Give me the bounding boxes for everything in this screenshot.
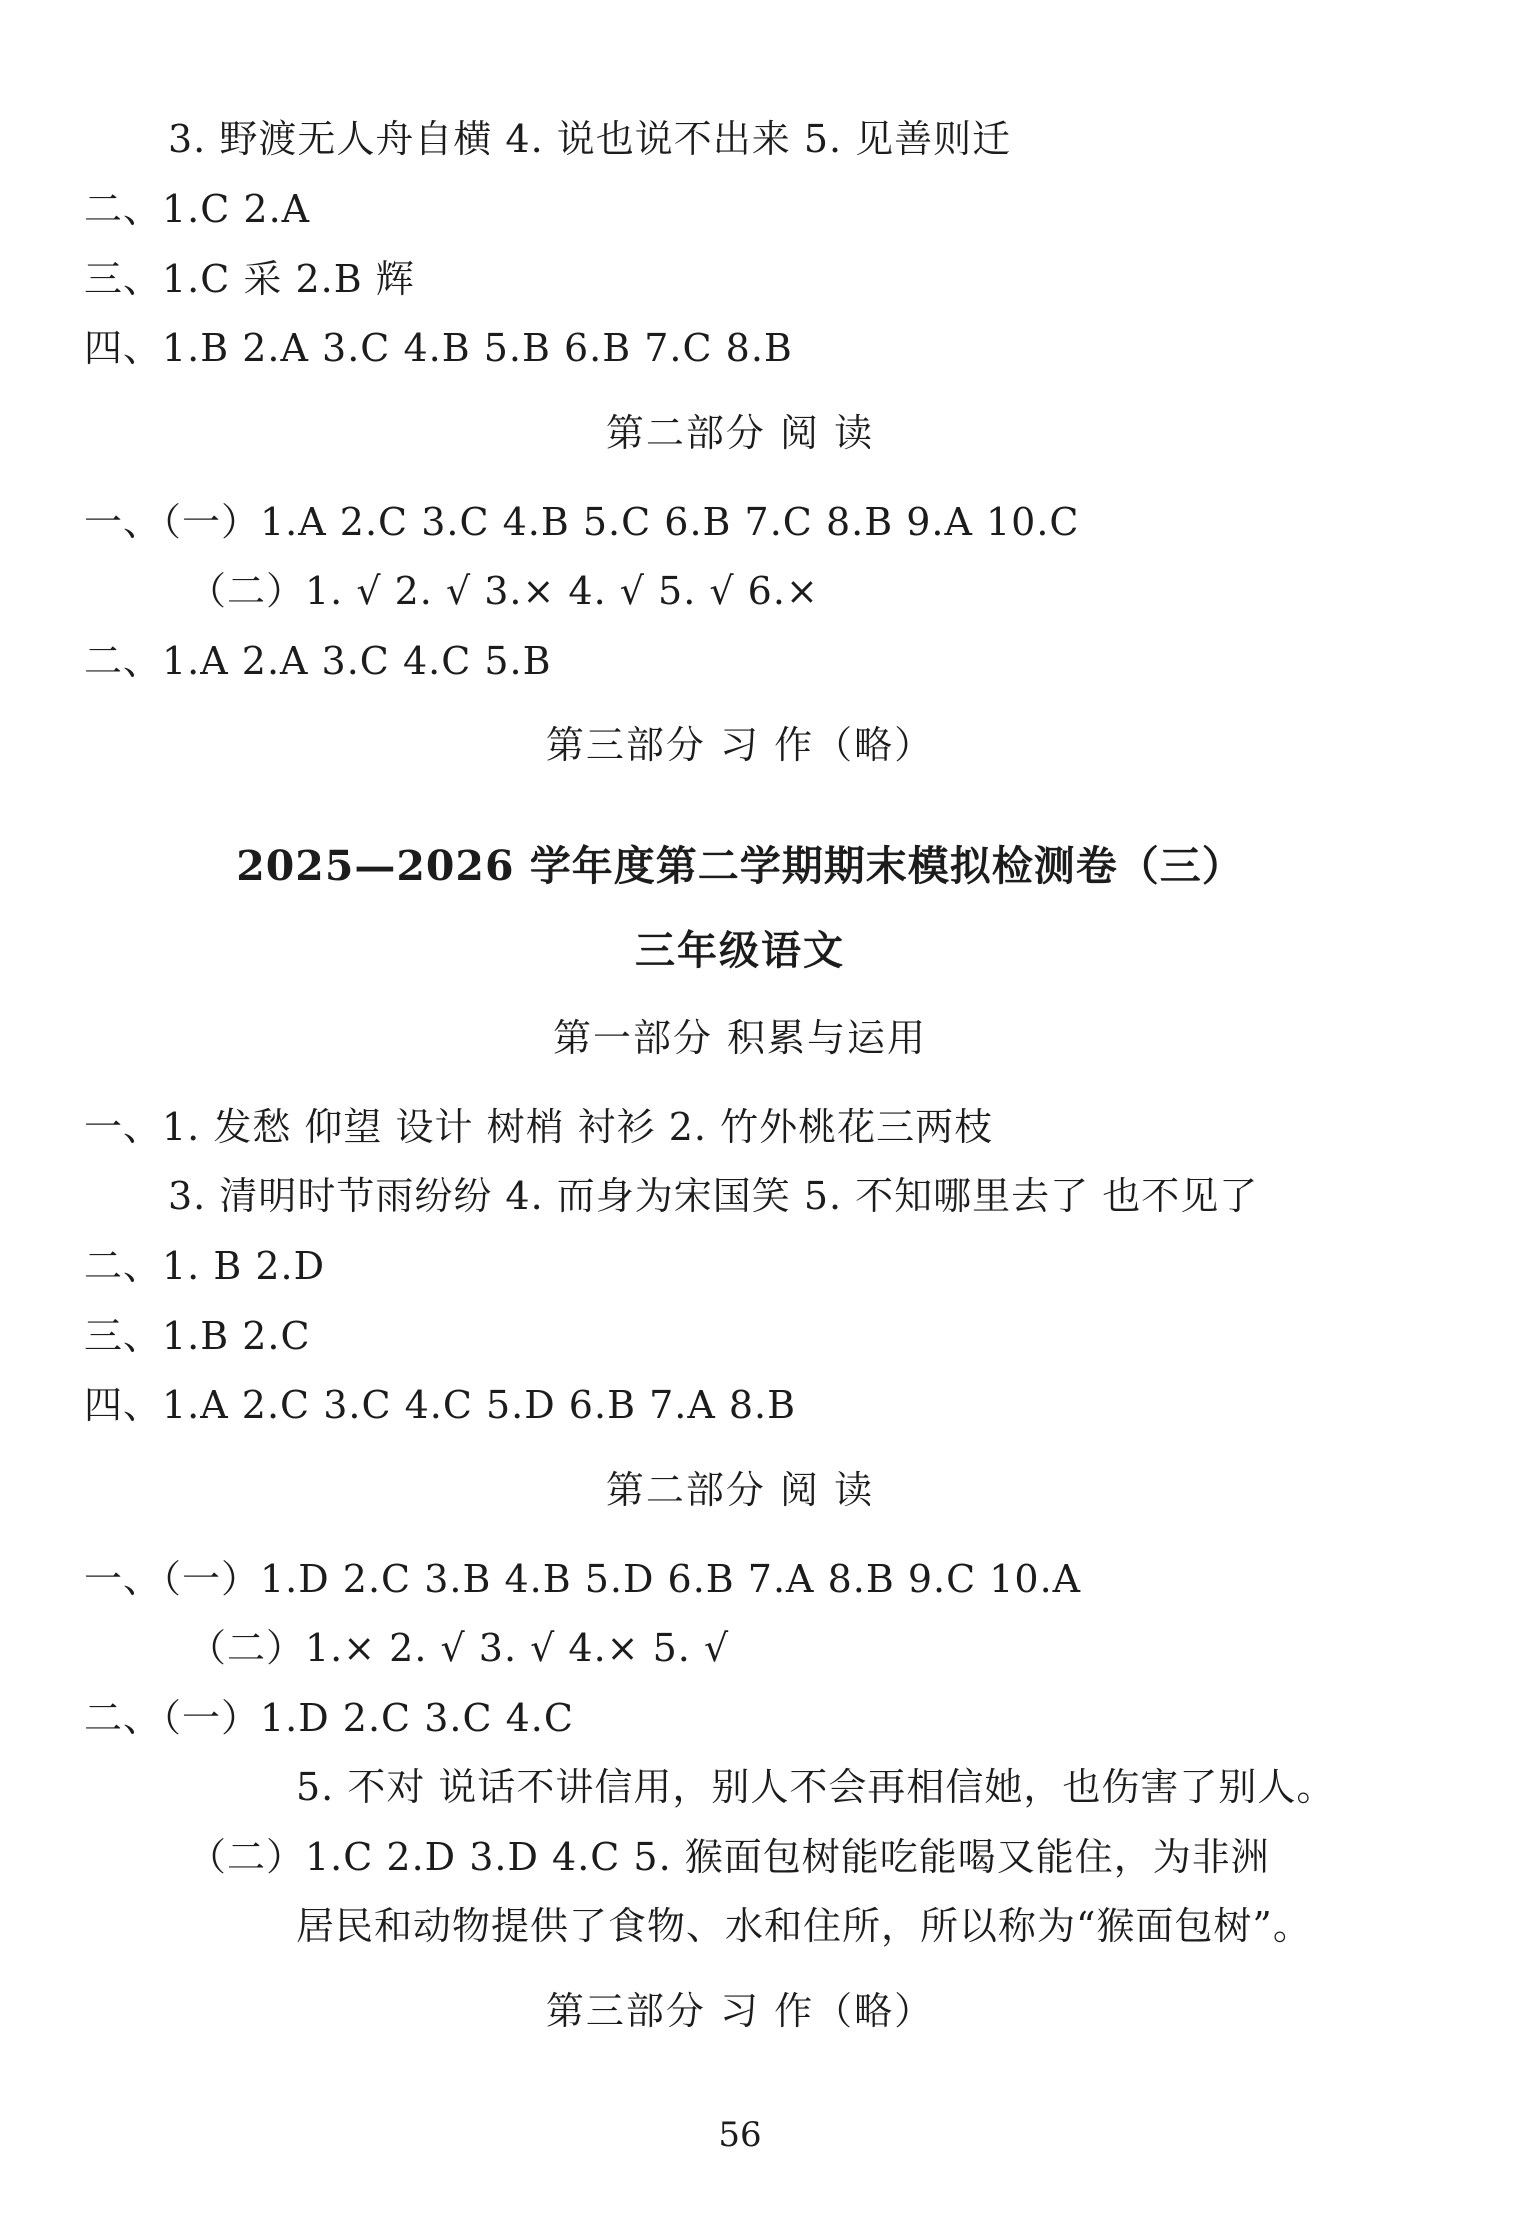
page-number: 56	[718, 2115, 762, 2155]
answer-line: 一、1. 发愁 仰望 设计 树梢 衬衫 2. 竹外桃花三两枝	[84, 1105, 994, 1149]
answer-line: 二、1. B 2.D	[84, 1244, 326, 1288]
answer-line: 三、1.C 采 2.B 辉	[84, 257, 415, 301]
answer-line: 一、（一）1.A 2.C 3.C 4.B 5.C 6.B 7.C 8.B 9.A 10.C	[84, 500, 1080, 544]
answer-line: 一、（一）1.D 2.C 3.B 4.B 5.D 6.B 7.A 8.B 9.C 10.A	[84, 1557, 1082, 1601]
answer-line: （二）1.× 2. √ 3. √ 4.× 5. √	[188, 1626, 730, 1670]
answer-line: 3. 野渡无人舟自横 4. 说也说不出来 5. 见善则迁	[168, 117, 1012, 161]
answer-line: 二、1.C 2.A	[84, 187, 311, 231]
answer-line: （二）1.C 2.D 3.D 4.C 5. 猴面包树能吃能喝又能住，为非洲	[188, 1835, 1270, 1879]
section-heading: 第二部分 阅 读	[605, 1468, 875, 1512]
section-heading: 第三部分 习 作（略）	[545, 1989, 935, 2033]
answer-line: 四、1.A 2.C 3.C 4.C 5.D 6.B 7.A 8.B	[84, 1383, 797, 1427]
section-heading: 第三部分 习 作（略）	[545, 723, 935, 767]
exam-subtitle: 三年级语文	[635, 927, 845, 974]
answer-line: 四、1.B 2.A 3.C 4.B 5.B 6.B 7.C 8.B	[84, 326, 793, 370]
answer-line: （二）1. √ 2. √ 3.× 4. √ 5. √ 6.×	[188, 569, 819, 613]
exam-title: 2025—2026 学年度第二学期期末模拟检测卷（三）	[236, 842, 1244, 890]
answer-line: 3. 清明时节雨纷纷 4. 而身为宋国笑 5. 不知哪里去了 也不见了	[168, 1174, 1259, 1218]
answer-line: 5. 不对 说话不讲信用，别人不会再相信她，也伤害了别人。	[296, 1765, 1336, 1809]
answer-line: 三、1.B 2.C	[84, 1314, 311, 1358]
answer-line: 居民和动物提供了食物、水和住所，所以称为“猴面包树”。	[296, 1904, 1312, 1948]
section-heading: 第二部分 阅 读	[605, 411, 875, 455]
answer-line: 二、1.A 2.A 3.C 4.C 5.B	[84, 639, 552, 683]
answer-line: 二、（一）1.D 2.C 3.C 4.C	[84, 1696, 574, 1740]
section-heading: 第一部分 积累与运用	[552, 1016, 928, 1060]
